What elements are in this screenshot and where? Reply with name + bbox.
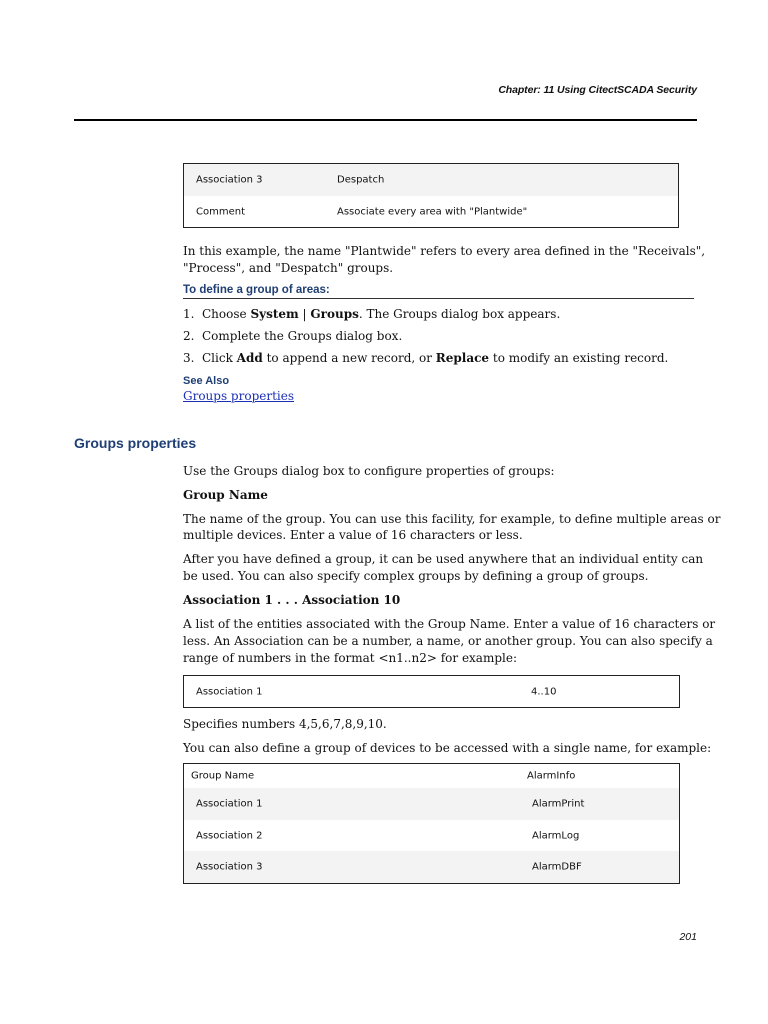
table-header-row (184, 764, 679, 788)
table-cell-value: 4..10 (531, 686, 557, 697)
table-cell-label: Association 3 (196, 174, 263, 186)
table-cell-label: Association 1 (196, 686, 263, 697)
areas-table (183, 163, 679, 228)
table-row (184, 676, 679, 707)
procedure-heading: To define a group of areas: (183, 284, 330, 296)
table-cell-label: Association 1 (196, 798, 263, 810)
group-name-desc-line1: The name of the group. You can use this facility, for example, to define multiple areas or (183, 512, 721, 526)
step-text: Complete the Groups dialog box. (202, 329, 403, 343)
table-row (184, 820, 679, 851)
chapter-header: Chapter: 11 Using CitectSCADA Security (498, 84, 697, 96)
example-paragraph-line1: In this example, the name "Plantwide" refers to every area defined in the "Receivals", (183, 244, 706, 258)
step-text-part: to append a new record, or (262, 351, 436, 365)
table-row (184, 196, 678, 227)
step-number: 1. (183, 307, 195, 321)
see-also-heading: See Also (183, 375, 230, 387)
procedure-rule (183, 298, 694, 299)
table-row (184, 788, 679, 820)
step-text-part: . The Groups dialog box appears. (358, 307, 561, 321)
specifies-text: Specifies numbers 4,5,6,7,8,9,10. (183, 717, 387, 731)
table-cell-value: AlarmDBF (532, 861, 582, 873)
table-cell-label: Association 2 (196, 830, 263, 841)
menu-system: System (250, 307, 299, 321)
step-text (202, 307, 560, 321)
step-text (202, 351, 668, 365)
table-cell-value: Associate every area with "Plantwide" (337, 206, 528, 217)
section-intro: Use the Groups dialog box to configure properties of groups: (183, 464, 555, 478)
table-cell-value: Despatch (337, 174, 385, 186)
devices-intro: You can also define a group of devices to be accessed with a single name, for example: (183, 741, 712, 755)
example-paragraph-line2: "Process", and "Despatch" groups. (183, 261, 394, 275)
group-name-heading: Group Name (183, 488, 268, 502)
menu-groups: Groups (310, 307, 359, 321)
replace-button-ref: Replace (435, 351, 490, 365)
table-header-value: AlarmInfo (527, 770, 576, 782)
range-example-table (183, 675, 680, 708)
groups-properties-link[interactable]: Groups properties (183, 389, 295, 403)
table-cell-label: Association 3 (196, 861, 263, 873)
section-title: Groups properties (74, 435, 197, 451)
association-desc-line1: A list of the entities associated with the Group Name. Enter a value of 16 characters or (183, 617, 716, 631)
table-cell-label: Comment (196, 206, 245, 217)
step-text-part: Choose (202, 307, 251, 321)
table-header-label: Group Name (191, 770, 255, 782)
step-number: 2. (183, 329, 195, 343)
table-row (184, 164, 678, 196)
step-number: 3. (183, 351, 195, 365)
group-name-desc-line2: multiple devices. Enter a value of 16 characters or less. (183, 528, 523, 542)
step-text-part: | (298, 307, 311, 321)
association-desc-line2: less. An Association can be a number, a name, or another group. You can also specify a (183, 634, 713, 648)
association-heading: Association 1 . . . Association 10 (183, 593, 401, 607)
group-usage-line2: be used. You can also specify complex groups by defining a group of groups. (183, 569, 649, 583)
table-cell-value: AlarmPrint (532, 798, 585, 810)
add-button-ref: Add (236, 351, 263, 365)
step-text-part: to modify an existing record. (489, 351, 669, 365)
header-rule (74, 119, 697, 121)
device-group-table (183, 763, 680, 884)
table-cell-value: AlarmLog (532, 830, 580, 841)
group-usage-line1: After you have defined a group, it can be used anywhere that an individual entity can (183, 552, 704, 566)
page-number: 201 (679, 931, 697, 943)
step-text-part: Click (202, 351, 237, 365)
table-row (184, 851, 679, 883)
association-desc-line3: range of numbers in the format <n1..n2> for example: (183, 651, 518, 665)
